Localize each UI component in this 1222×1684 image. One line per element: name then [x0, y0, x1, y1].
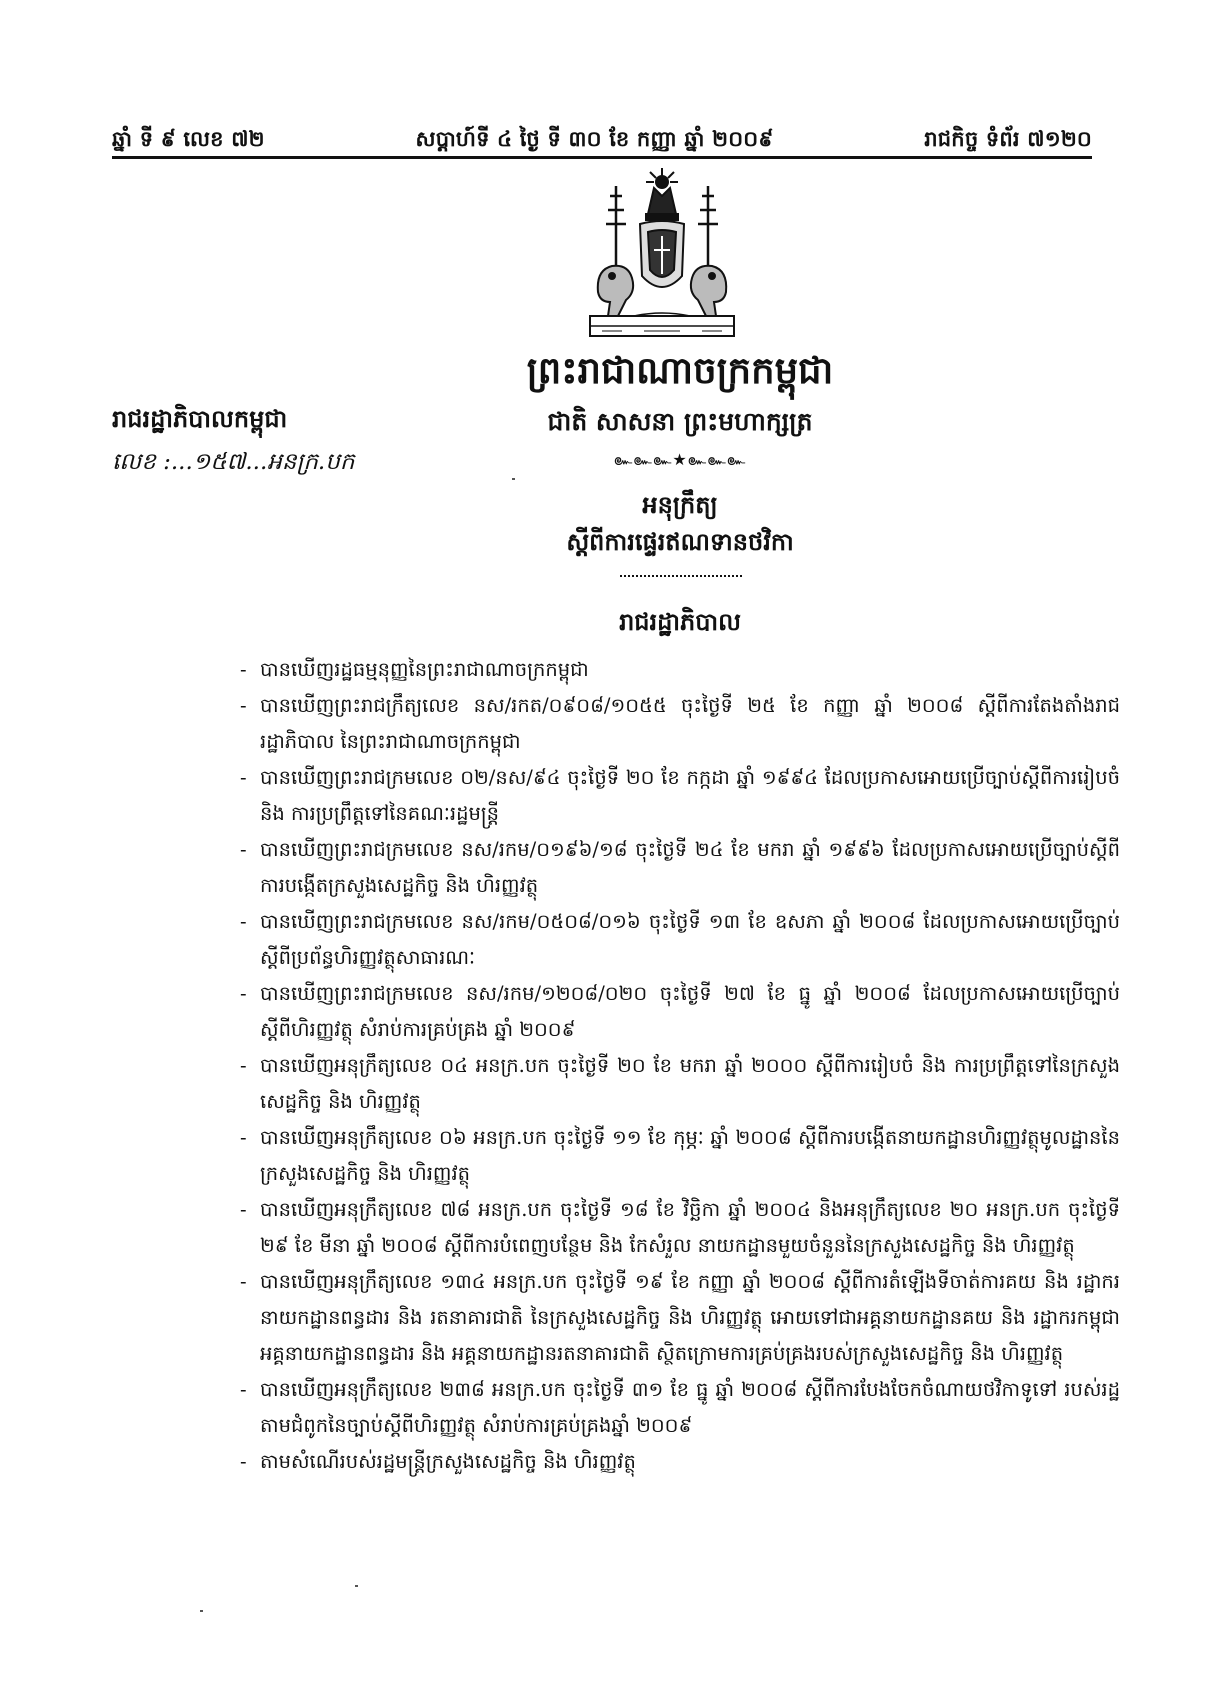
- consideration-item: - បានឃើញអនុក្រឹត្យលេខ ០៦ អនក្រ.បក ចុះថ្ងៃទី ១១ ខែ កុម្ភៈ ឆ្នាំ ២០០៨ ស្តីពីការបង្កើតនាយកដ្ឋានហិរញ្ញវត្ថុមូលដ្ឋាននៃក្រសួងសេដ្ឋកិច្ច និង ហិរញ្ញវត្ថុ: [240, 1120, 1120, 1192]
- issuing-authority: រាជរដ្ឋាភិបាល: [619, 607, 741, 636]
- issue-number: ឆ្នាំ ទី ៩ លេខ ៧២: [112, 127, 265, 151]
- consideration-item: - បានឃើញព្រះរាជក្រមលេខ នស/រកម/០១៩៦/១៨ ចុះថ្ងៃទី ២៤ ខែ មករា ឆ្នាំ ១៩៩៦ ដែលប្រកាសអោយប្រើច្បាប់ស្តីពីការបង្កើតក្រសួងសេដ្ឋកិច្ច និង ហិរញ្ញវត្ថុ: [240, 832, 1120, 904]
- royal-coat-of-arms-icon: [582, 166, 742, 341]
- publication-date: សប្តាហ៍ទី ៤ ថ្ងៃ ទី ៣០ ខែ កញ្ញា ឆ្នាំ ២០០៩: [415, 127, 774, 151]
- document-type: អនុក្រឹត្យ: [642, 490, 718, 519]
- gazette-page-number: រាជកិច្ច ទំព័រ ៧១២០: [924, 127, 1092, 151]
- consideration-item: - បានឃើញអនុក្រឹត្យលេខ ២៣៨ អនក្រ.បក ចុះថ្ងៃទី ៣១ ខែ ធ្នូ ឆ្នាំ ២០០៨ ស្តីពីការបែងចែកចំណាយថវិកាទូទៅ របស់រដ្ឋតាមជំពូកនៃច្បាប់ស្តីពីហិរញ្ញវត្ថុ សំរាប់ការគ្រប់គ្រងឆ្នាំ ២០០៩: [240, 1372, 1120, 1444]
- consideration-item: - បានឃើញរដ្ឋធម្មនុញ្ញនៃព្រះរាជាណាចក្រកម្ពុជា: [240, 652, 1120, 688]
- consideration-item: - បានឃើញអនុក្រឹត្យលេខ ០៤ អនក្រ.បក ចុះថ្ងៃទី ២០ ខែ មករា ឆ្នាំ ២០០០ ស្តីពីការរៀបចំ និង ការប្រព្រឹត្តទៅនៃក្រសួង សេដ្ឋកិច្ច និង ហិរញ្ញវត្ថុ: [240, 1048, 1120, 1120]
- scan-speck: [512, 478, 515, 480]
- ornament-divider: ๛๛๛★๛๛๛: [613, 450, 747, 469]
- running-header: [112, 126, 1092, 157]
- considerations-list: [240, 652, 1120, 1480]
- consideration-item: - បានឃើញអនុក្រឹត្យលេខ ៧៨ អនក្រ.បក ចុះថ្ងៃទី ១៨ ខែ វិច្ឆិកា ឆ្នាំ ២០០៤ និងអនុក្រឹត្យលេខ ២០ អនក្រ.បក ចុះថ្ងៃទី ២៩ ខែ មីនា ឆ្នាំ ២០០៨ ស្តីពីការបំពេញបន្ថែម និង កែសំរួល នាយកដ្ឋានមួយចំនួននៃក្រសួងសេដ្ឋកិច្ច និង ហិរញ្ញវត្ថុ: [240, 1192, 1120, 1264]
- consideration-item: - បានឃើញព្រះរាជក្រមលេខ នស/រកម/១២០៨/០២០ ចុះថ្ងៃទី ២៧ ខែ ធ្នូ ឆ្នាំ ២០០៨ ដែលប្រកាសអោយប្រើច្បាប់ស្តីពីហិរញ្ញវត្ថុ សំរាប់ការគ្រប់គ្រង ឆ្នាំ ២០០៩: [240, 976, 1120, 1048]
- scan-speck: [355, 1585, 358, 1587]
- consideration-item: - បានឃើញព្រះរាជក្រឹត្យលេខ នស/រកត/០៩០៨/១០៥៥ ចុះថ្ងៃទី ២៥ ខែ កញ្ញា ឆ្នាំ ២០០៨ ស្តីពីការតែងតាំងរាជរដ្ឋាភិបាល នៃព្រះរាជាណាចក្រកម្ពុជា: [240, 688, 1120, 760]
- consideration-item: - បានឃើញអនុក្រឹត្យលេខ ១៣៤ អនក្រ.បក ចុះថ្ងៃទី ១៩ ខែ កញ្ញា ឆ្នាំ ២០០៨ ស្តីពីការតំឡើងទីចាត់ការគយ និង រដ្ឋាករ នាយកដ្ឋានពន្ធដារ និង រតនាគារជាតិ នៃក្រសួងសេដ្ឋកិច្ច និង ហិរញ្ញវត្ថុ អោយទៅជាអគ្គនាយកដ្ឋានគយ និង រដ្ឋាករកម្ពុជា អគ្គនាយកដ្ឋានពន្ធដារ និង អគ្គនាយកដ្ឋានរតនាគារជាតិ ស្ថិតក្រោមការគ្រប់គ្រងរបស់ក្រសួងសេដ្ឋកិច្ច និង ហិរញ្ញវត្ថុ: [240, 1264, 1120, 1372]
- consideration-item: - បានឃើញព្រះរាជក្រមលេខ ០២/នស/៩៤ ចុះថ្ងៃទី ២០ ខែ កក្កដា ឆ្នាំ ១៩៩៤ ដែលប្រកាសអោយប្រើច្បាប់ស្តីពីការរៀបចំ និង ការប្រព្រឹត្តទៅនៃគណៈរដ្ឋមន្ត្រី: [240, 760, 1120, 832]
- national-motto: ជាតិ សាសនា ព្រះមហាក្សត្រ: [547, 407, 813, 436]
- consideration-item: - បានឃើញព្រះរាជក្រមលេខ នស/រកម/០៥០៨/០១៦ ចុះថ្ងៃទី ១៣ ខែ ឧសភា ឆ្នាំ ២០០៨ ដែលប្រកាសអោយប្រើច្បាប់ស្តីពីប្រព័ន្ធហិរញ្ញវត្ថុសាធារណៈ: [240, 904, 1120, 976]
- scan-speck: [200, 1610, 203, 1612]
- subject-underline: [620, 575, 742, 577]
- reference-number: លេខ :...១៥៧...អនក្រ.បក: [112, 449, 355, 475]
- document-subject: ស្តីពីការផ្ទេរឥណទានថវិកា: [566, 527, 794, 556]
- government-name: រាជរដ្ឋាភិបាលកម្ពុជា: [112, 404, 288, 433]
- consideration-item: - តាមសំណើរបស់រដ្ឋមន្ត្រីក្រសួងសេដ្ឋកិច្ច និង ហិរញ្ញវត្ថុ: [240, 1444, 1120, 1480]
- header-divider: [112, 156, 1092, 159]
- kingdom-title: ព្រះរាជាណាចក្រកម្ពុជា: [526, 348, 834, 392]
